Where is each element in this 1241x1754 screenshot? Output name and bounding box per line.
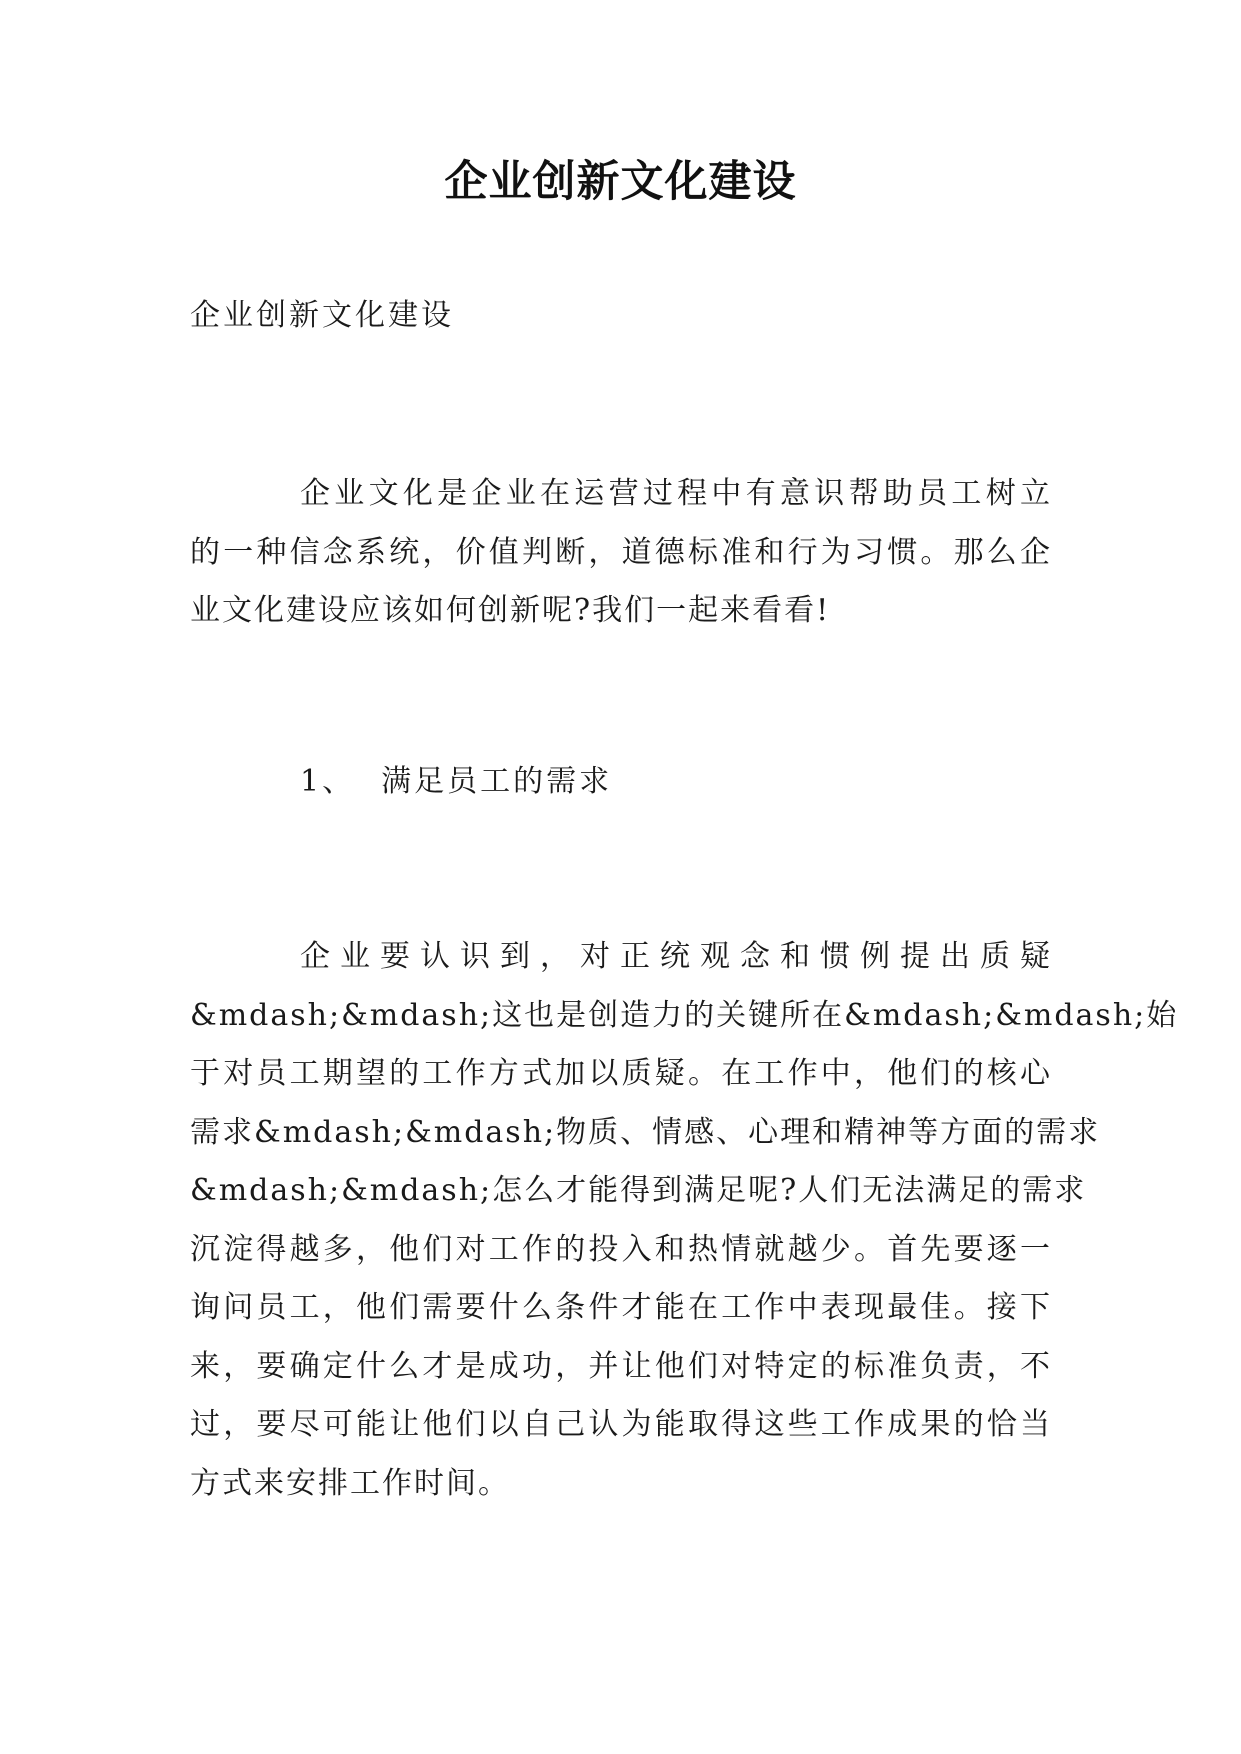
body-paragraph [190, 928, 1179, 1513]
intro-paragraph [190, 465, 1052, 641]
section-heading-text: 满足员工的需求 [381, 764, 613, 799]
body-line: 于对员工期望的工作方式加以质疑。在工作中，他们的核心 [190, 1056, 1052, 1091]
intro-line: 企业文化是企业在运营过程中有意识帮助员工树立 [300, 476, 1052, 511]
intro-line: 的一种信念系统，价值判断，道德标准和行为习惯。那么企 [190, 534, 1052, 570]
document-title: 企业创新文化建设 [444, 157, 797, 207]
body-line: 过，要尽可能让他们以自己认为能取得这些工作成果的恰当 [190, 1407, 1052, 1442]
section-heading [300, 758, 612, 806]
document-subtitle: 企业创新文化建设 [190, 298, 454, 333]
body-line: 来，要确定什么才是成功，并让他们对特定的标准负责，不 [190, 1348, 1052, 1384]
body-line: &mdash;&mdash;怎么才能得到满足呢?人们无法满足的需求 [190, 1173, 1087, 1208]
body-line: 沉淀得越多，他们对工作的投入和热情就越少。首先要逐一 [190, 1231, 1052, 1267]
body-line: 询问员工，他们需要什么条件才能在工作中表现最佳。接下 [190, 1290, 1052, 1325]
intro-line: 业文化建设应该如何创新呢?我们一起来看看! [190, 593, 831, 628]
section-number: 1、 [300, 764, 356, 799]
body-line: 方式来安排工作时间。 [190, 1465, 510, 1501]
body-line: 需求&mdash;&mdash;物质、情感、心理和精神等方面的需求 [190, 1114, 1101, 1150]
body-line: 企业要认识到，对正统观念和惯例提出质疑 [300, 939, 1052, 974]
body-line: &mdash;&mdash;这也是创造力的关键所在&mdash;&mdash;始 [190, 997, 1179, 1033]
